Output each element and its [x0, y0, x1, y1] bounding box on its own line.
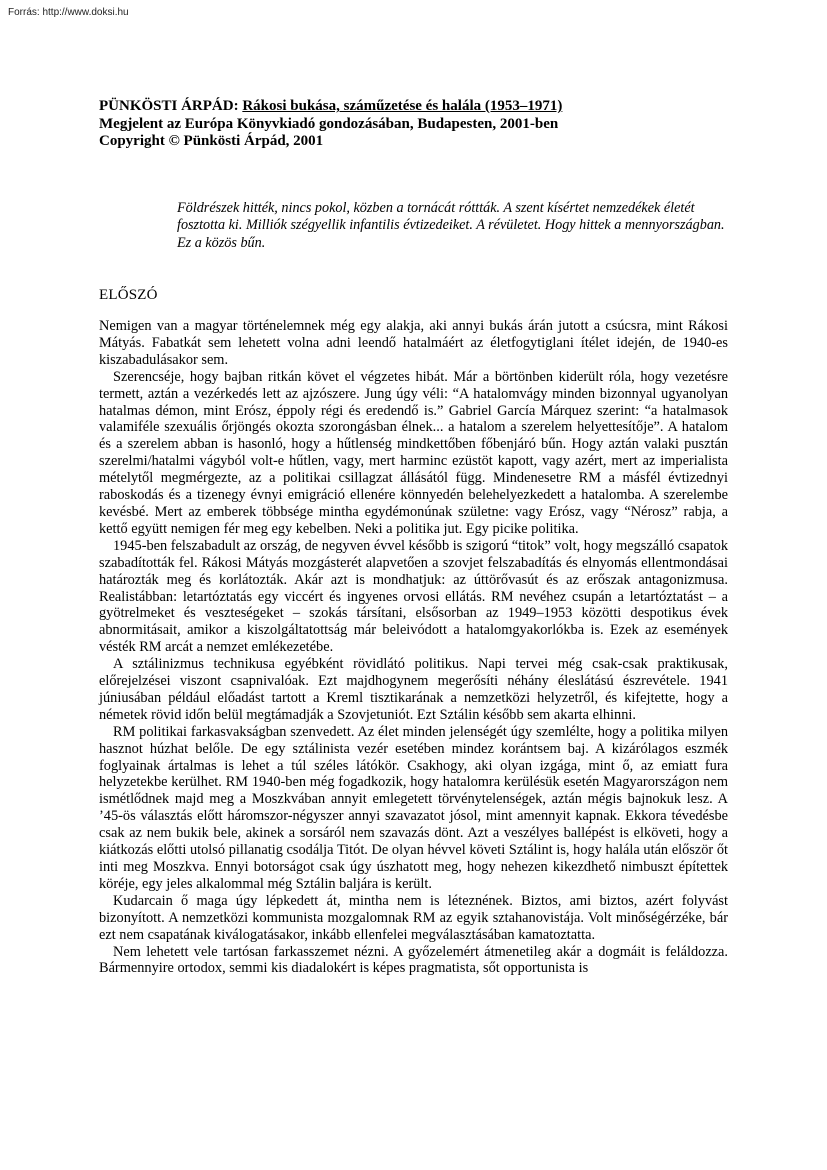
- document-header: [99, 98, 739, 151]
- paragraph: A sztálinizmus technikusa egyébként rövidlátó politikus. Napi tervei még csak-csak praktikusak, előrejelzései viszont csapnivalóak. Ezt majdhogynem megerősíti néhány éleslátású észrevétele. 1941 júniusában például előadást tartott a Kreml tisztikarának a nemzetközi helyzetről, és kifejtette, hogy a németek rövid időn belül megtámadják a Szovjetuniót. Ezt Sztálin később sem akarta elhinni.: [99, 656, 728, 723]
- paragraph: Nem lehetett vele tartósan farkasszemet nézni. A győzelemért átmenetileg akár a dogmáit is feláldozza. Bármennyire ortodox, semmi kis diadalokért is képes pragmatista, sőt opportunista is: [99, 943, 728, 977]
- paragraph: Kudarcain ő maga úgy lépkedett át, mintha nem is léteznének. Biztos, ami biztos, azért folyvást bizonyított. A nemzetközi kommunista mozgalomnak RM az egyik sztahanovistája. Volt minőségérzéke, bár ezt nem csapatának kiválogatásakor, inkább ellenfelei megválasztásában kamatoztatta.: [99, 892, 728, 943]
- publication-line: Megjelent az Európa Könyvkiadó gondozásában, Budapesten, 2001-ben: [99, 115, 559, 132]
- body-text: [99, 318, 728, 977]
- author-name: PÜNKÖSTI ÁRPÁD:: [99, 98, 239, 114]
- title-line: [99, 98, 739, 116]
- copyright-line: Copyright © Pünkösti Árpád, 2001: [99, 133, 324, 149]
- paragraph: RM politikai farkasvakságban szenvedett. Az élet minden jelenségét úgy szemlélte, hogy a politika milyen hasznot húzhat belőle. De egy sztálinista vezér esetében mindez korántsem baj. A kizárólagos eszmék foglyainak ártalmas is lehet a túl széles látókör. Csakhogy, aki olyan izgága, mint ő, az emiatt fura helyzetekbe kerülhet. RM 1940-ben még fogadkozik, hogy hatalomra kerülésük esetén Magyarországon nem ismétlődnek majd meg a Moszkvában annyit emlegetett törvénytelenségek, aztán mégis bajnokuk lesz. A ’45-ös választás előtt háromszor-négyszer annyi szavazatot jósol, mint amennyit kapnak. Ekkora tévedésbe csak az nem bukik bele, akinek a sorsáról nem szavazás dönt. Azt a veszélyes ballépést is elköveti, hogy a kiátkozás előtti utolsó pillanatig csodálja Titót. De olyan hévvel követi Sztálint is, hogy halála után először őt inti meg Moszkva. Ennyi botorságot csak úgy úszhatott meg, hogy nehezen kikezdhető nimbuszt építettek köréje, egy jeles alkalommal még Sztálin baljára is került.: [99, 723, 728, 892]
- book-title: Rákosi bukása, száműzetése és halála (1953–1971): [242, 98, 563, 114]
- section-heading: ELŐSZÓ: [99, 287, 158, 303]
- paragraph: Nemigen van a magyar történelemnek még egy alakja, aki annyi bukás árán jutott a csúcsra, mint Rákosi Mátyás. Fabatkát sem lehetett volna adni leendő hatalmáért az életfogytiglani ítélet idején, de 1940-es kiszabadulásakor sem.: [99, 318, 728, 368]
- source-label: Forrás: http://www.doksi.hu: [8, 7, 129, 18]
- paragraph: 1945-ben felszabadult az ország, de negyven évvel később is szigorú “titok” volt, hogy megszálló csapatok szabadították fel. Rákosi Mátyás mozgásterét alapvetően a szovjet felszabadítás és elnyomás ellentmondásai határozták meg és korlátozták. Akár azt is mondhatjuk: az úttörővasút és az erőszak antagonizmusa. Realistábban: letartóztatás egy viccért és ingyenes orvosi ellátás. RM nevéhez csupán a letartóztatást – a gyötrelmeket és veszteségeket – szokás társítani, elsősorban az 1949–1953 közötti despotikus évek abnormitásait, amikor a kiszolgáltatottság már beleivódott a hatalomgyakorlókba is. Ezek az események vésték RM arcát a nemzet emlékezetébe.: [99, 537, 729, 656]
- epigraph: Földrészek hitték, nincs pokol, közben a tornácát róttták. A szent kísértet nemzedékek életét fosztotta ki. Milliók szégyellik infantilis évtizedeiket. A révületet. Hogy hittek a mennyországban. Ez a közös bűn.: [177, 200, 725, 251]
- paragraph: Szerencséje, hogy bajban ritkán követ el végzetes hibát. Már a börtönben kiderült róla, hogy vezetésre termett, aztán a vezérkedés lett az ajzószere. Jung úgy véli: “A hatalomvágy minden bizonnyal ugyanolyan hatalmas démon, mint Erósz, éppoly régi és eredendő is.” Gabriel García Márquez szerint: “a hatalmasok valamiféle szexuális őrjöngés okozta szorongásban élnek... a hatalom a szerelem helyettesítője”. A hatalom és a szerelem abban is hasonló, hogy a hűtlenség mindkettőben főbenjáró bűn. Hogy aztán valaki pusztán szerelmi/hatalmi vágyból volt-e hűtlen, vagy, mert harminc ezüstöt kapott, vagy azért, mert az imperialista mételytől megmérgezte, az a politikai csillagzat állásától függ. Mindenesetre RM a másfél évtizednyi raboskodás és a tizenegy évnyi emigráció ellenére könnyedén belehelyezkedett a hatalomba. A szerelembe kevésbé. Mert az emberek többsége mintha egydémonúnak születne: vagy Erósz, vagy “Nérosz” rabja, a kettő együtt nemigen fér meg egy kebelben. Neki a politika jut. Egy picike politika.: [99, 368, 728, 537]
